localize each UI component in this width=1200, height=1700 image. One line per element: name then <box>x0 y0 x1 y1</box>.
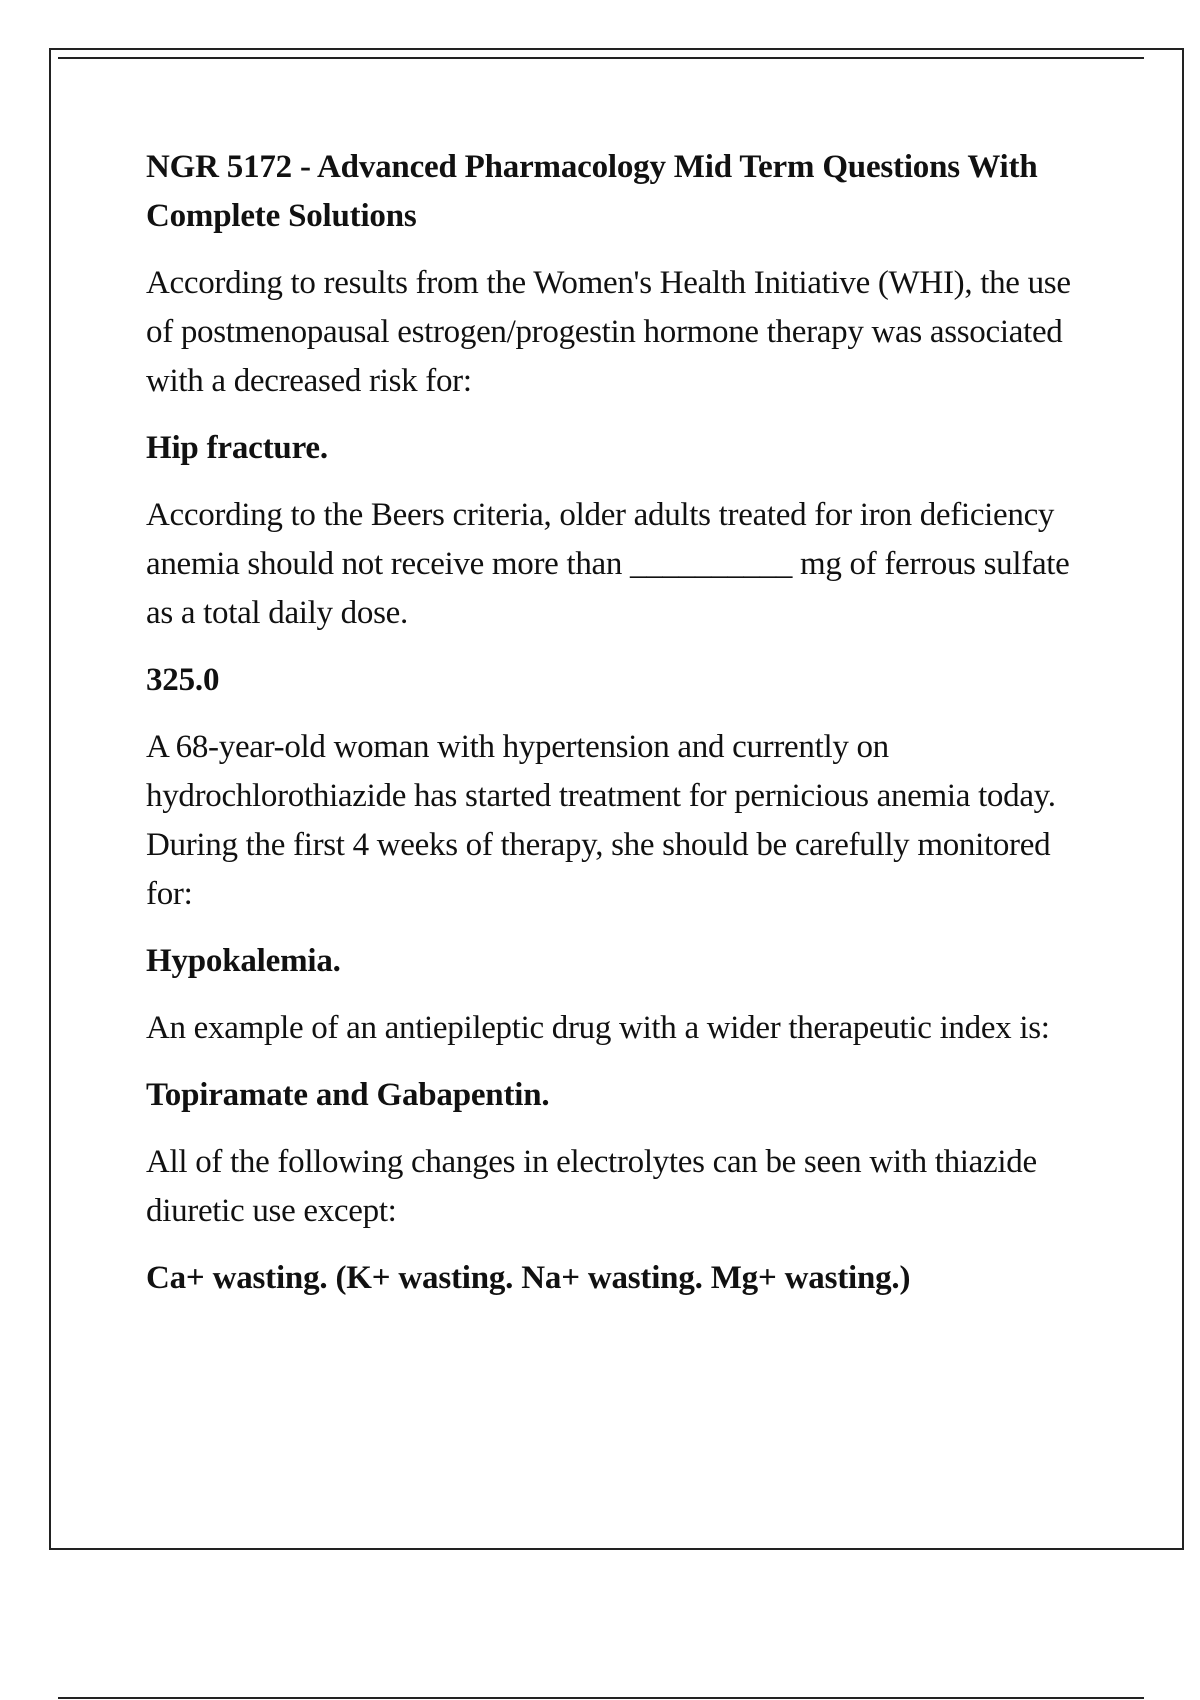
question-text: An example of an antiepileptic drug with a wider therapeutic index is: <box>146 1010 1050 1046</box>
bottom-rule <box>58 1697 1144 1699</box>
document-title: NGR 5172 - Advanced Pharmacology Mid Term Questions With Complete Solutions <box>146 149 1038 234</box>
question-text: According to results from the Women's Health Initiative (WHI), the use of postmenopausal estrogen/progestin hormone therapy was associated with a decreased risk for: <box>146 265 1071 399</box>
question-text: All of the following changes in electrolytes can be seen with thiazide diuretic use except: <box>146 1144 1037 1229</box>
document-body <box>146 143 1096 1303</box>
answer-text: 325.0 <box>146 662 220 698</box>
qa-item-5 <box>146 1138 1096 1303</box>
qa-item-4 <box>146 1004 1096 1120</box>
answer-text: Hip fracture. <box>146 430 328 466</box>
qa-item-3 <box>146 723 1096 986</box>
question-text: A 68-year-old woman with hypertension and currently on hydrochlorothiazide has started treatment for pernicious anemia today. During the first 4 weeks of therapy, she should be carefully monitored for: <box>146 729 1056 912</box>
answer-text: Topiramate and Gabapentin. <box>146 1077 550 1113</box>
answer-text: Ca+ wasting. (K+ wasting. Na+ wasting. Mg+ wasting.) <box>146 1260 911 1296</box>
question-text: According to the Beers criteria, older adults treated for iron deficiency anemia should not receive more than __________ mg of ferrous sulfate as a total daily dose. <box>146 497 1070 631</box>
qa-item-1 <box>146 259 1096 473</box>
answer-text: Hypokalemia. <box>146 943 341 979</box>
qa-item-2 <box>146 491 1096 705</box>
